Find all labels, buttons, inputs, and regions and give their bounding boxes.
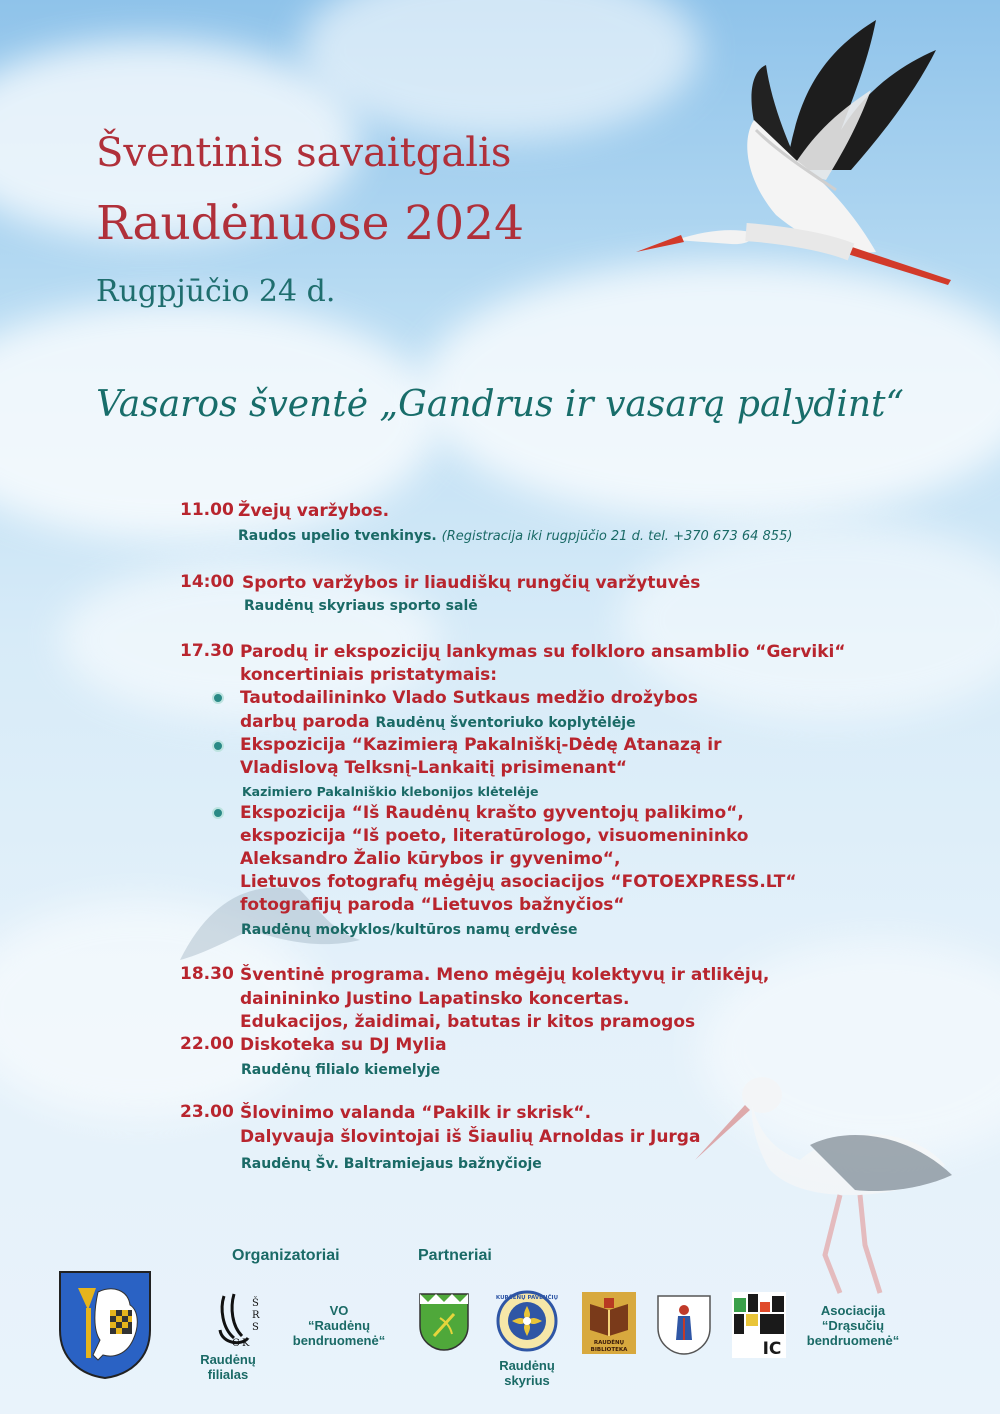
event-date: Rugpjūčio 24 d. (96, 274, 336, 309)
biblioteka-text-2: BIBLIOTEKA (590, 1347, 628, 1353)
event-location: Raudėnų Šv. Baltramiejaus bažnyčioje (241, 1156, 542, 1172)
svg-text:K: K (242, 1338, 250, 1348)
exhibit-3-location: Raudėnų mokyklos/kultūros namų erdvėse (241, 922, 578, 938)
exhibit-2-line: Vladislovą Telksnį-Lankaitį prisimenant“ (240, 758, 628, 778)
event-title-line: Parodų ir ekspozicijų lankymas su folkloro ansamblio “Gerviki“ (240, 642, 846, 662)
green-shield-logo (418, 1292, 470, 1352)
vo-caption (284, 1303, 394, 1348)
event-title-line: Šlovinimo valanda “Pakilk ir skrisk“. (240, 1103, 592, 1123)
exhibit-3-line: Aleksandro Žalio kūrybos ir gyvenimo“, (240, 849, 621, 869)
exhibit-3-line: Lietuvos fotografų mėgėjų asociacijos “FOTOEXPRESS.LT“ (240, 872, 797, 892)
event-title-line: Šventinė programa. Meno mėgėjų kolektyvų ir atlikėjų, (240, 965, 770, 985)
caption-line: bendruomenė“ (292, 1333, 386, 1348)
caption-line: “Drąsučių (821, 1318, 885, 1333)
parish-shield-logo (656, 1294, 712, 1356)
title-line-2: Raudėnuose 2024 (96, 196, 524, 251)
title-line-1: Šventinis savaitgalis (96, 130, 512, 176)
exhibit-3-line: Ekspozicija “Iš Raudėnų krašto gyventojų palikimo“, (240, 803, 744, 823)
svg-text:C: C (232, 1338, 240, 1348)
kursenai-ring-text: KURŠĖNŲ PAVENČIŲ (496, 1295, 558, 1301)
svg-text:R: R (252, 1310, 260, 1321)
caption-line: Asociacija (820, 1303, 886, 1318)
exhibit-1-line (240, 711, 636, 736)
exhibit-3-line: fotografijų paroda “Lietuvos bažnyčios“ (240, 895, 625, 915)
kursenu-pavenciu-logo (496, 1290, 558, 1352)
asociacija-caption (800, 1303, 906, 1348)
raudenu-biblioteka-logo (582, 1292, 636, 1354)
registration-note: (Registracija iki rugpjūčio 21 d. tel. +370 673 64 855) (441, 529, 793, 544)
caption-line: skyrius (504, 1373, 550, 1388)
time-label: 23.00 (180, 1102, 234, 1122)
caption-line: bendruomenė“ (806, 1333, 900, 1348)
event-title-line: Dalyvauja šlovintojai iš Šiaulių Arnoldas ir Jurga (240, 1127, 701, 1147)
event-location (238, 528, 792, 544)
time-label: 22.00 (180, 1034, 234, 1054)
exhibit-2-location: Kazimiero Pakalniškio klebonijos klėtelėje (242, 784, 539, 799)
ic-logo (732, 1292, 786, 1358)
time-label: 11.00 (180, 500, 234, 520)
bullet-icon (212, 807, 224, 819)
event-title: Žvejų varžybos. (238, 501, 390, 521)
ic-text: IC (762, 1339, 782, 1358)
exhibit-3-line: ekspozicija “Iš poeto, literatūrologo, visuomenininko (240, 826, 749, 846)
event-title: Diskoteka su DJ Mylia (240, 1035, 447, 1055)
location-text: Raudos upelio tvenkinys. (238, 528, 437, 544)
caption-line: Raudėnų (200, 1352, 256, 1367)
flying-stork-image (636, 20, 966, 290)
caption-line: “Raudėnų (307, 1318, 371, 1333)
svg-text:S: S (252, 1322, 259, 1333)
partners-heading: Partneriai (418, 1247, 492, 1264)
event-location: Raudėnų filialo kiemelyje (241, 1062, 441, 1078)
caption-line: Raudėnų (499, 1358, 555, 1373)
svg-text:Š: Š (252, 1298, 259, 1309)
coat-of-arms-logo (58, 1270, 152, 1380)
time-label: 14:00 (180, 572, 235, 592)
biblioteka-text-1: RAUDĖNŲ (593, 1340, 625, 1346)
caption-line: filialas (207, 1367, 249, 1382)
exhibit-2-line: Ekspozicija “Kazimierą Pakalniškį-Dėdę Atanazą ir (240, 735, 722, 755)
event-title-line: dainininko Justino Lapatinsko koncertas. (240, 989, 630, 1009)
exhibit-1-location: Raudėnų šventoriuko koplytėlėje (375, 715, 636, 731)
event-title-line: Edukacijos, žaidimai, batutas ir kitos pramogos (240, 1012, 696, 1032)
event-location: Raudėnų skyriaus sporto salė (244, 598, 478, 614)
bullet-icon (212, 740, 224, 752)
standing-stork-image (690, 1065, 970, 1295)
event-title-line: koncertiniais pristatymais: (240, 665, 498, 685)
skyrius-caption (496, 1358, 558, 1388)
exhibit-1-text: darbų paroda (240, 712, 370, 732)
filialas-caption (198, 1352, 258, 1382)
event-subtitle: Vasaros šventė „Gandrus ir vasarą palydint“ (96, 384, 904, 425)
time-label: 18.30 (180, 964, 234, 984)
bullet-icon (212, 692, 224, 704)
time-label: 17.30 (180, 641, 234, 661)
caption-line: VO (329, 1303, 349, 1318)
exhibit-1-line: Tautodailininko Vlado Sutkaus medžio drožybos (240, 688, 698, 708)
event-title: Sporto varžybos ir liaudiškų rungčių varžytuvės (242, 573, 701, 593)
srs-ck-logo (212, 1288, 272, 1348)
organizers-heading: Organizatoriai (232, 1247, 340, 1264)
